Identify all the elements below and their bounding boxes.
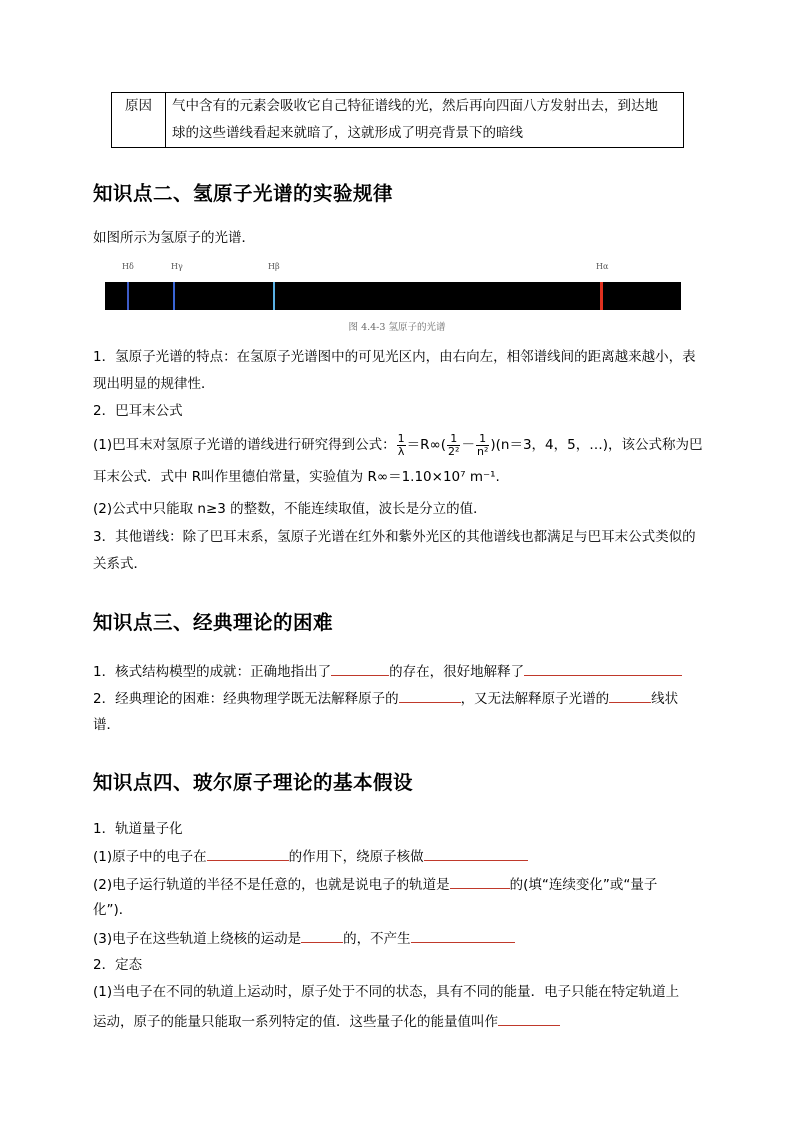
- spectrum-line-h-gamma: [173, 282, 175, 310]
- label-h-beta: Hβ: [268, 262, 280, 271]
- label-h-gamma: Hγ: [171, 262, 183, 271]
- balmer-post: ，该公式称为巴: [608, 437, 703, 453]
- blank-2[interactable]: [524, 661, 682, 676]
- orbit-quantization-heading: 1．轨道量子化: [93, 821, 183, 837]
- figure-caption: 图 4.4-3 氢原子的光谱: [348, 322, 446, 333]
- blank-6[interactable]: [424, 846, 528, 861]
- blank-5[interactable]: [207, 846, 289, 861]
- blank-3[interactable]: [399, 688, 461, 703]
- blank-7[interactable]: [450, 874, 510, 889]
- section4-title: 知识点四、玻尔原子理论的基本假设: [93, 771, 414, 794]
- section3-line-1: 1．核式结构模型的成就：正确地指出了 的存在，很好地解释了: [93, 661, 682, 681]
- spectrum-bar: [105, 282, 681, 310]
- balmer-condition: (n＝3，4，5，…): [495, 437, 608, 453]
- spectrum-line-h-alpha: [600, 282, 603, 310]
- reason-label: 原因: [112, 93, 166, 148]
- orbit-line-2b: 化”)．: [93, 902, 133, 918]
- reason-line-1: 气中含有的元素会吸收它自己特征谱线的光，然后再向四面八方发射出去，到达地: [172, 98, 658, 114]
- orbit-line-1: (1)原子中的电子在 的作用下，绕原子核做: [93, 846, 528, 866]
- blank-10[interactable]: [498, 1011, 560, 1026]
- label-h-alpha: Hα: [596, 262, 609, 271]
- hydrogen-spectrum-feature: 1．氢原子光谱的特点：在氢原子光谱图中的可见光区内，由右向左，相邻谱线间的距离越来越小，表现出明显的规律性．: [93, 349, 696, 392]
- stationary-line-2: 运动，原子的能量只能取一系列特定的值．这些量子化的能量值叫作: [93, 1011, 560, 1031]
- other-spectral-lines: 3．其他谱线：除了巴耳末系，氢原子光谱在红外和紫外光区的其他谱线也都满足与巴耳末公式类似的关系式．: [93, 529, 696, 572]
- balmer-heading: 2．巴耳末公式: [93, 403, 183, 419]
- label-h-delta: Hδ: [122, 262, 134, 271]
- reason-table: [111, 92, 684, 148]
- section3-title: 知识点三、经典理论的困难: [93, 611, 334, 634]
- blank-1[interactable]: [331, 661, 389, 676]
- balmer-formula-line: (1)巴耳末对氢原子光谱的谱线进行研究得到公式： $\frac{1}{\lambda}$ ＝R∞( $\frac{1}{\text{2²}}$ － $\frac{1}{\text{n²}}$ )(n＝3，4，5，…)，该公式称为巴: [93, 431, 703, 458]
- reason-line-2: 球的这些谱线看起来就暗了，这就形成了明亮背景下的暗线: [172, 125, 523, 141]
- spectrum-line-h-delta: [127, 282, 129, 310]
- section3-line-2: 2．经典理论的困难：经典物理学既无法解释原子的 ，又无法解释原子光谱的 线状: [93, 688, 678, 708]
- balmer-pre: (1)巴耳末对氢原子光谱的谱线进行研究得到公式：: [93, 437, 396, 453]
- fraction-one-over-n-squared: $\frac{1}{\text{n²}}$: [476, 431, 489, 458]
- section2-title: 知识点二、氢原子光谱的实验规律: [93, 182, 394, 205]
- stationary-line-1: (1)当电子在不同的轨道上运动时，原子处于不同的状态，具有不同的能量．电子只能在特定轨道上: [93, 984, 680, 1000]
- fraction-one-over-lambda: $\frac{1}{\lambda}$: [397, 431, 405, 458]
- blank-4[interactable]: [609, 688, 651, 703]
- section2-intro: 如图所示为氢原子的光谱．: [93, 230, 255, 246]
- orbit-line-3: (3)电子在这些轨道上绕核的运动是 的，不产生: [93, 928, 515, 948]
- fraction-one-over-two-squared: $\frac{1}{\text{2²}}$: [448, 431, 460, 458]
- spectrum-line-h-beta: [273, 282, 275, 310]
- balmer-integer-note: (2)公式中只能取 n≥3 的整数，不能连续取值，波长是分立的值．: [93, 501, 487, 517]
- blank-9[interactable]: [411, 928, 515, 943]
- reason-content: [166, 93, 684, 148]
- balmer-formula-desc: 耳末公式．式中 R叫作里德伯常量，实验值为 R∞＝1.10×10⁷ m⁻¹.: [93, 469, 500, 485]
- section3-line-3: 谱．: [93, 717, 120, 733]
- blank-8[interactable]: [301, 928, 343, 943]
- hydrogen-spectrum-figure: [105, 262, 681, 310]
- orbit-line-2: (2)电子运行轨道的半径不是任意的，也就是说电子的轨道是 的(填“连续变化”或“量子: [93, 874, 657, 894]
- stationary-state-heading: 2．定态: [93, 957, 143, 973]
